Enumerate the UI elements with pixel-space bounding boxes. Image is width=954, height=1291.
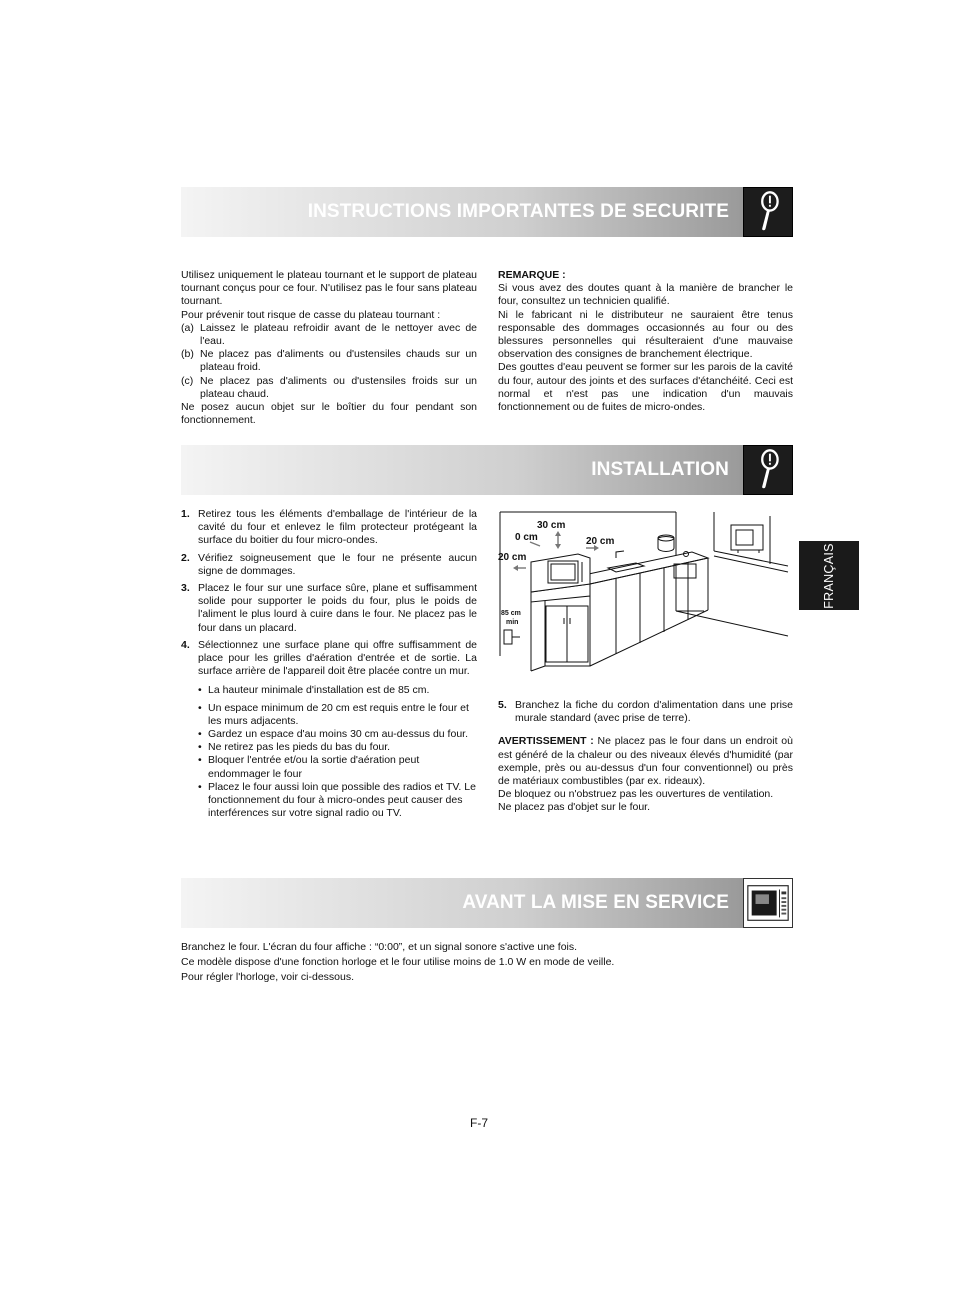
remark-heading: REMARQUE :: [498, 269, 566, 281]
bullet-text: Un espace minimum de 20 cm est requis entre le four et les murs adjacents.: [208, 701, 469, 727]
safety-paragraph: Ne posez aucun objet sur le boîtier du four pendant son fonctionnement.: [181, 401, 477, 427]
list-item: [198, 781, 477, 821]
warning-paragraph: [498, 735, 793, 788]
safety-left-column: [181, 269, 477, 427]
bullet-text: La hauteur minimale d'installation est de 85 cm.: [208, 684, 430, 697]
list-item: [181, 552, 477, 578]
section-header-installation: [181, 445, 793, 495]
step-text: Branchez la fiche du cordon d'alimentation dans une prise murale standard (avec prise de terre).: [515, 699, 793, 725]
step-number: 4.: [181, 638, 190, 651]
section-title-before-use: AVANT LA MISE EN SERVICE: [462, 892, 729, 913]
step-text: Retirez tous les éléments d'emballage de l'intérieur de la cavité du four et enlevez le film protecteur protégeant la surface du boitier du four micro-ondes.: [198, 508, 477, 547]
list-item: [181, 582, 477, 635]
section-title-safety: INSTRUCTIONS IMPORTANTES DE SECURITE: [307, 201, 729, 222]
microwave-oven-icon: [743, 878, 793, 928]
remark-paragraph: Si vous avez des doutes quant à la manière de brancher le four, consultez un technicien qualifié.: [498, 282, 793, 308]
diagram-label-left: 20 cm: [498, 552, 527, 563]
step-text: Vérifiez soigneusement que le four ne présente aucun signe de dommages.: [198, 551, 477, 577]
before-use-line: Branchez le four. L'écran du four affiche : “0:00”, et un signal sonore s'active une fois.: [181, 941, 578, 953]
remark-paragraph: Ni le fabricant ni le distributeur ne sauraient être tenus responsable des dommages occasionnés au four ou des blessures personnelles qui résulteraient d'une mauvaise observation des consignes de branchement électrique.: [498, 308, 793, 361]
installation-clearance-illustration: [498, 506, 792, 676]
list-item: [198, 728, 477, 741]
warning-heading: AVERTISSEMENT :: [498, 735, 594, 748]
diagram-label-back: 0 cm: [515, 532, 538, 543]
section-header-before-use: [181, 878, 793, 928]
list-item: [498, 699, 793, 725]
step-number: 3.: [181, 582, 190, 595]
list-item: [181, 375, 477, 401]
section-title-installation: INSTALLATION: [591, 459, 729, 480]
list-item: [181, 639, 477, 679]
before-use-line: Ce modèle dispose d'une fonction horloge et le four utilise moins de 1.0 W en mode de veille.: [181, 956, 615, 969]
installation-right-column: [498, 699, 793, 815]
list-item-text: Ne placez pas d'aliments ou d'ustensiles froids sur un plateau chaud.: [200, 374, 477, 400]
bullet: •: [198, 754, 202, 767]
step-number: 1.: [181, 508, 190, 520]
diagram-label-height: 85 cm: [501, 610, 521, 617]
list-item: [198, 684, 477, 697]
remark-paragraph: Des gouttes d'eau peuvent se former sur les parois de la cavité du four, autour des joints et des surfaces d'étanchéité. Ceci est normal et n'est pas une indication d'un mauvais fonctionnement ou de fuites de micro-ondes.: [498, 361, 793, 414]
safety-right-column: [498, 269, 793, 414]
bullet-text: Placez le four aussi loin que possible des radios et TV. Le fonctionnement du four à micro-ondes peut causer des interférences sur votre signal radio ou TV.: [208, 780, 476, 820]
section-header-safety: [181, 187, 793, 237]
warning-text: Ne placez pas le four dans un endroit où est généré de la chaleur ou des niveaux élevés d'humidité (par exemple, près ou au-dessus d'un four conventionnel) ou près de matériaux combustibles (par ex. rideaux).: [498, 735, 793, 788]
bullet: •: [198, 741, 202, 754]
bullet: •: [198, 728, 202, 741]
step-text: Sélectionnez une surface plane qui offre suffisamment de place pour les grilles d'aération d'entrée et de sortie. La surface arrière de l'appareil doit être placée contre un mur.: [198, 638, 477, 678]
list-item: [198, 702, 477, 728]
safety-paragraph: Utilisez uniquement le plateau tournant et le support de plateau tournant conçus pour ce four. N'utilisez pas le four sans plateau tournant.: [181, 269, 477, 308]
bullet: •: [198, 684, 202, 697]
list-item-label: (c): [181, 374, 194, 387]
diagram-label-right: 20 cm: [586, 536, 615, 547]
caution-magnifier-icon: [743, 445, 793, 495]
list-item-label: (a): [181, 321, 194, 334]
caution-magnifier-icon: [743, 187, 793, 237]
safety-paragraph: Pour prévenir tout risque de casse du plateau tournant :: [181, 308, 441, 321]
step-number: 2.: [181, 551, 190, 564]
language-tab: [799, 541, 859, 610]
before-use-line: Pour régler l'horloge, voir ci-dessous.: [181, 971, 354, 984]
bullet-text: Ne retirez pas les pieds du bas du four.: [208, 741, 391, 754]
list-item-label: (b): [181, 348, 194, 361]
diagram-label-top: 30 cm: [537, 520, 566, 531]
step-text: Placez le four sur une surface sûre, plane et suffisamment solide pour supporter le poids du four, plus le poids de l'aliment le plus lourd à cuire dans le four. Ne placez pas le four dans un placard.: [198, 582, 477, 634]
language-tab-label: FRANÇAIS: [822, 542, 836, 609]
list-item: [198, 741, 477, 754]
list-item: [181, 322, 477, 348]
bullet-text: Gardez un espace d'au moins 30 cm au-dessus du four.: [208, 728, 468, 741]
step-number: 5.: [498, 699, 507, 711]
list-item-text: Laissez le plateau refroidir avant de le nettoyer avec de l'eau.: [200, 321, 477, 348]
bullet: •: [198, 701, 202, 714]
page-number: F-7: [470, 1116, 488, 1130]
before-use-text: [181, 940, 793, 986]
diagram-label-height-min: min: [506, 619, 519, 626]
warning-paragraph: Ne placez pas d'objet sur le four.: [498, 801, 651, 814]
bullet: •: [198, 780, 202, 793]
list-item: [181, 508, 477, 548]
list-item-text: Ne placez pas d'aliments ou d'ustensiles chauds sur un plateau froid.: [200, 348, 477, 374]
warning-paragraph: De bloquez ou n'obstruez pas les ouvertures de ventilation.: [498, 788, 774, 801]
list-item: [198, 754, 477, 780]
installation-left-column: [181, 508, 477, 820]
bullet-text: Bloquer l'entrée et/ou la sortie d'aération peut endommager le four: [208, 754, 420, 780]
list-item: [181, 348, 477, 374]
